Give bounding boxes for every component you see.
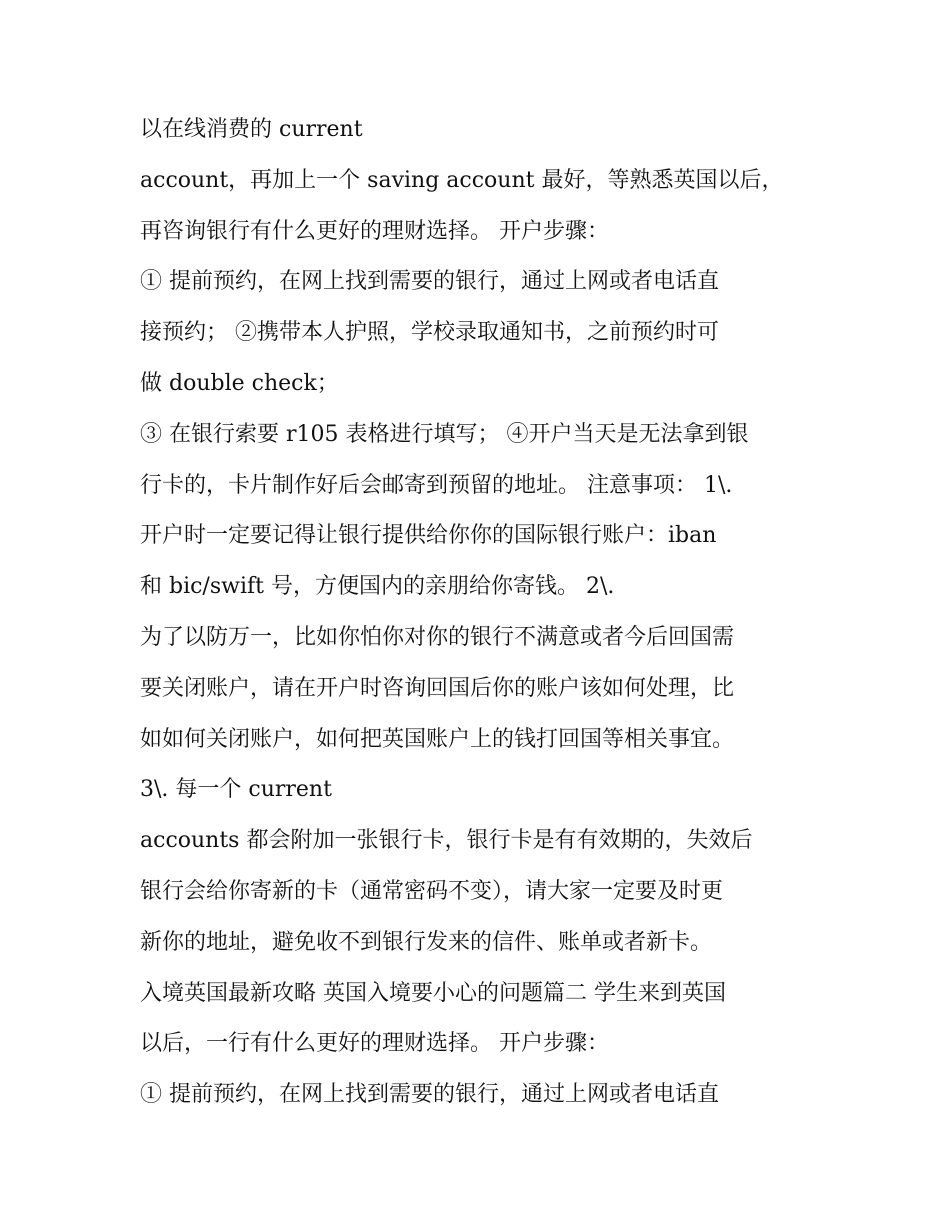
text-line: 为了以防万一，比如你怕你对你的银行不满意或者今后回国需 (140, 624, 735, 650)
text-line: 行卡的，卡片制作好后会邮寄到预留的地址。 注意事项： 1\. (140, 472, 733, 498)
text-line: 接预约； ②携带本人护照，学校录取通知书，之前预约时可 (140, 320, 719, 346)
text-line: account，再加上一个 saving account 最好，等熟悉英国以后， (140, 167, 784, 193)
text-line: ① 提前预约，在网上找到需要的银行，通过上网或者电话直 (140, 1082, 719, 1108)
body-text (140, 105, 840, 1121)
text-line: 如如何关闭账户，如何把英国账户上的钱打回国等相关事宜。 (140, 726, 735, 752)
text-line: 以在线消费的 current (140, 117, 363, 142)
text-line: ③ 在银行索要 r105 表格进行填写； ④开户当天是无法拿到银 (140, 421, 749, 447)
text-line: accounts 都会附加一张银行卡，银行卡是有有效期的，失效后 (140, 828, 753, 854)
text-line: ① 提前预约，在网上找到需要的银行，通过上网或者电话直 (140, 269, 719, 295)
text-line: 开户时一定要记得让银行提供给你你的国际银行账户：iban (140, 523, 717, 549)
text-line: 要关闭账户，请在开户时咨询回国后你的账户该如何处理，比 (140, 675, 735, 701)
text-line: 银行会给你寄新的卡（通常密码不变），请大家一定要及时更 (140, 878, 724, 904)
text-line: 做 double check； (140, 370, 339, 396)
text-line: 和 bic/swift 号，方便国内的亲朋给你寄钱。 2\. (140, 574, 615, 600)
text-line: 以后，一行有什么更好的理财选择。 开户步骤： (140, 1031, 609, 1057)
text-line: 入境英国最新攻略 英国入境要小心的问题篇二 学生来到英国 (140, 980, 726, 1006)
text-line: 新你的地址，避免收不到银行发来的信件、账单或者新卡。 (140, 929, 713, 955)
text-line: 再咨询银行有什么更好的理财选择。 开户步骤： (140, 218, 609, 244)
text-line: 3\. 每一个 current (140, 777, 332, 803)
